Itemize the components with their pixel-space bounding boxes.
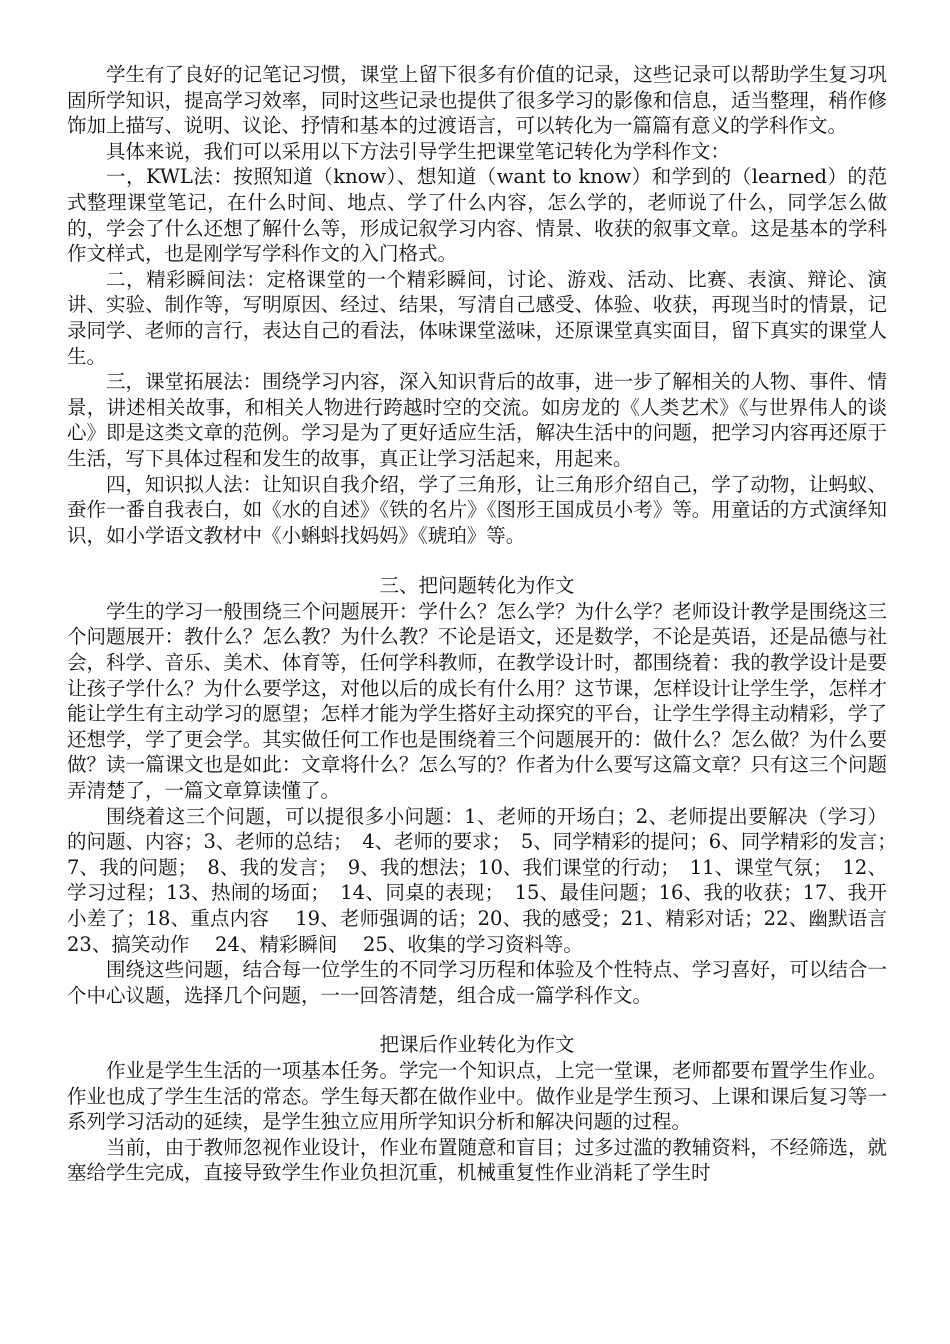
paragraph: 三，课堂拓展法：围绕学习内容，深入知识背后的故事，进一步了解相关的人物、事件、情景，讲述相关故事，和相关人物进行跨越时空的交流。如房龙的《人类艺术》《与世界伟人的谈心》即是这类文章的范例。学习是为了更好适应生活，解决生活中的问题，把学习内容再还原于生活，写下具体过程和发生的故事，真正让学习活起来，用起来。 [67, 370, 887, 470]
paragraph: 二，精彩瞬间法：定格课堂的一个精彩瞬间，讨论、游戏、活动、比赛、表演、辩论、演讲、实验、制作等，写明原因、经过、结果，写清自己感受、体验、收获，再现当时的情景，记录同学、老师的言行，表达自己的看法，体味课堂滋味，还原课堂真实面目，留下真实的课堂人生。 [67, 267, 887, 368]
paragraph: 围绕这些问题，结合每一位学生的不同学习历程和体验及个性特点、学习喜好，可以结合一个中心议题，选择几个问题，一一回答清楚，组合成一篇学科作文。 [67, 958, 887, 1007]
paragraph: 具体来说，我们可以采用以下方法引导学生把课堂笔记转化为学科作文： [106, 139, 731, 163]
document-page [67, 62, 913, 1186]
section-heading: 把课后作业转化为作文 [379, 1033, 575, 1057]
section-heading: 三、把问题转化为作文 [379, 574, 575, 598]
paragraph: 四，知识拟人法：让知识自我介绍，学了三角形，让三角形介绍自己，学了动物，让蚂蚁、蚕作一番自我表白，如《水的自述》《铁的名片》《图形王国成员小考》等。用童话的方式演绎知识，如小学语文教材中《小蝌蚪找妈妈》《琥珀》等。 [67, 472, 887, 547]
paragraph: 学生的学习一般围绕三个问题展开：学什么？怎么学？为什么学？老师设计教学是围绕这三个问题展开：教什么？怎么教？为什么教？不论是语文，还是数学，不论是英语，还是品德与社会，科学、音乐、美术、体育等，任何学科教师，在教学设计时，都围绕着：我的教学设计是要让孩子学什么？为什么要学这，对他以后的成长有什么用？这节课，怎样设计让学生学，怎样才能让学生有主动学习的愿望；怎样才能为学生搭好主动探究的平台，让学生学得主动精彩，学了还想学，学了更会学。其实做任何工作也是围绕着三个问题展开的：做什么？怎么做？为什么要做？读一篇课文也是如此：文章将什么？怎么写的？作者为什么要写这篇文章？只有这三个问题弄清楚了，一篇文章算读懂了。 [67, 599, 887, 803]
section-questions-to-essay [67, 573, 913, 1008]
section-notes-to-essay [67, 62, 887, 548]
paragraph: 作业是学生生活的一项基本任务。学完一个知识点，上完一堂课，老师都要布置学生作业。作业也成了学生生活的常态。学生每天都在做作业中。做作业是学生预习、上课和课后复习等一系列学习活动的延续，是学生独立应用所学知识分析和解决问题的过程。 [67, 1058, 887, 1134]
paragraph: 学生有了良好的记笔记习惯，课堂上留下很多有价值的记录，这些记录可以帮助学生复习巩固所学知识，提高学习效率，同时这些记录也提供了很多学习的影像和信息，适当整理，稍作修饰加上描写、说明、议论、抒情和基本的过渡语言，可以转化为一篇篇有意义的学科作文。 [67, 63, 887, 138]
paragraph: 围绕着这三个问题，可以提很多小问题：1、老师的开场白；2、老师提出要解决（学习）的问题、内容；3、老师的总结； 4、老师的要求； 5、同学精彩的提问；6、同学精彩的发言； 7、我的问题； 8、我的发言； 9、我的想法；10、我们课堂的行动； 11、课堂气氛； 12、学习过程；13、热闹的场面； 14、同桌的表现； 15、最佳问题；16、我的收获；17、我开小差了；18、重点内容 19、老师强调的话；20、我的感受；21、精彩对话；22、幽默语言 23、搞笑动作 24、精彩瞬间 25、收集的学习资料等。 [67, 804, 913, 956]
section-homework-to-essay [67, 1032, 887, 1186]
paragraph: 当前，由于教师忽视作业设计，作业布置随意和盲目；过多过滥的教辅资料，不经筛选，就塞给学生完成，直接导致学生作业负担沉重，机械重复性作业消耗了学生时 [67, 1135, 887, 1185]
paragraph: 一，KWL法：按照知道（know）、想知道（want to know）和学到的（learned）的范式整理课堂笔记，在什么时间、地点、学了什么内容，怎么学的，老师说了什么，同学怎么做的，学会了什么还想了解什么等，形成记叙学习内容、情景、收获的叙事文章。这是基本的学科作文样式，也是刚学写学科作文的入门格式。 [67, 165, 887, 266]
